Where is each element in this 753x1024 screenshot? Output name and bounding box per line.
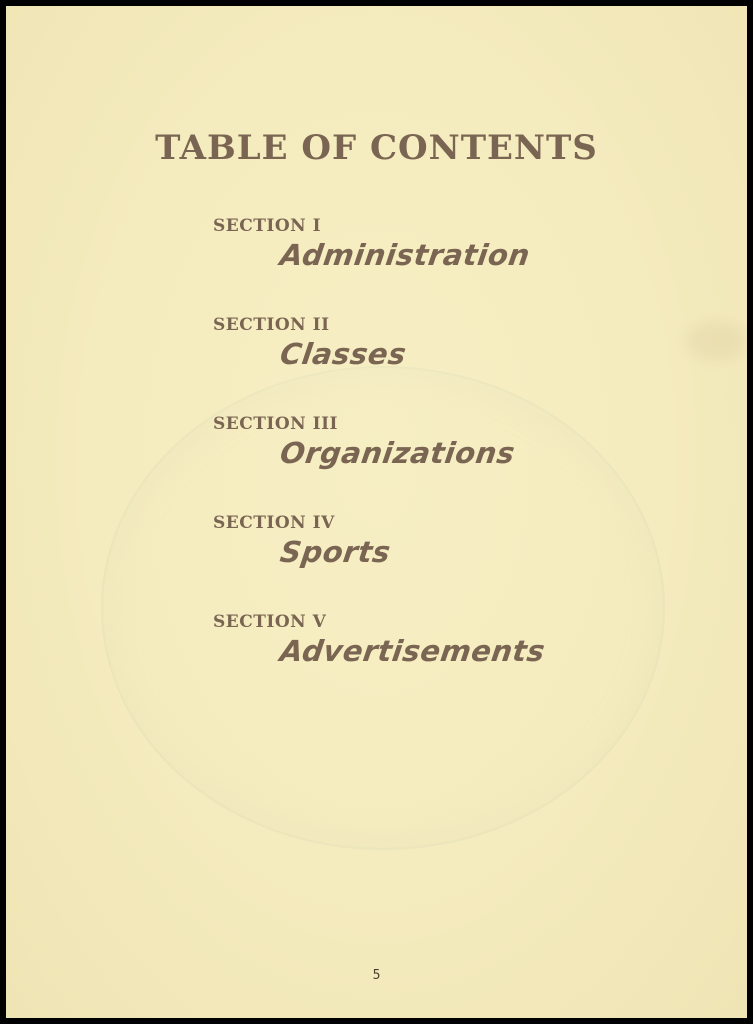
section-label: SECTION V bbox=[213, 612, 327, 632]
section-name: Administration bbox=[278, 238, 533, 272]
section-label: SECTION III bbox=[213, 414, 338, 434]
section-name: Organizations bbox=[278, 436, 518, 470]
section-label: SECTION I bbox=[213, 216, 322, 236]
section-label: SECTION II bbox=[213, 315, 330, 335]
section-name: Sports bbox=[278, 535, 393, 569]
page-title: TABLE OF CONTENTS bbox=[155, 128, 598, 168]
section-name: Classes bbox=[278, 337, 409, 371]
toc-entry bbox=[6, 612, 747, 682]
toc-entry bbox=[6, 216, 747, 286]
page bbox=[6, 6, 747, 1018]
toc-entry bbox=[6, 315, 747, 385]
page-number: 5 bbox=[372, 968, 381, 983]
toc-entry bbox=[6, 414, 747, 484]
toc-entry bbox=[6, 513, 747, 583]
section-label: SECTION IV bbox=[213, 513, 335, 533]
section-name: Advertisements bbox=[278, 634, 548, 668]
